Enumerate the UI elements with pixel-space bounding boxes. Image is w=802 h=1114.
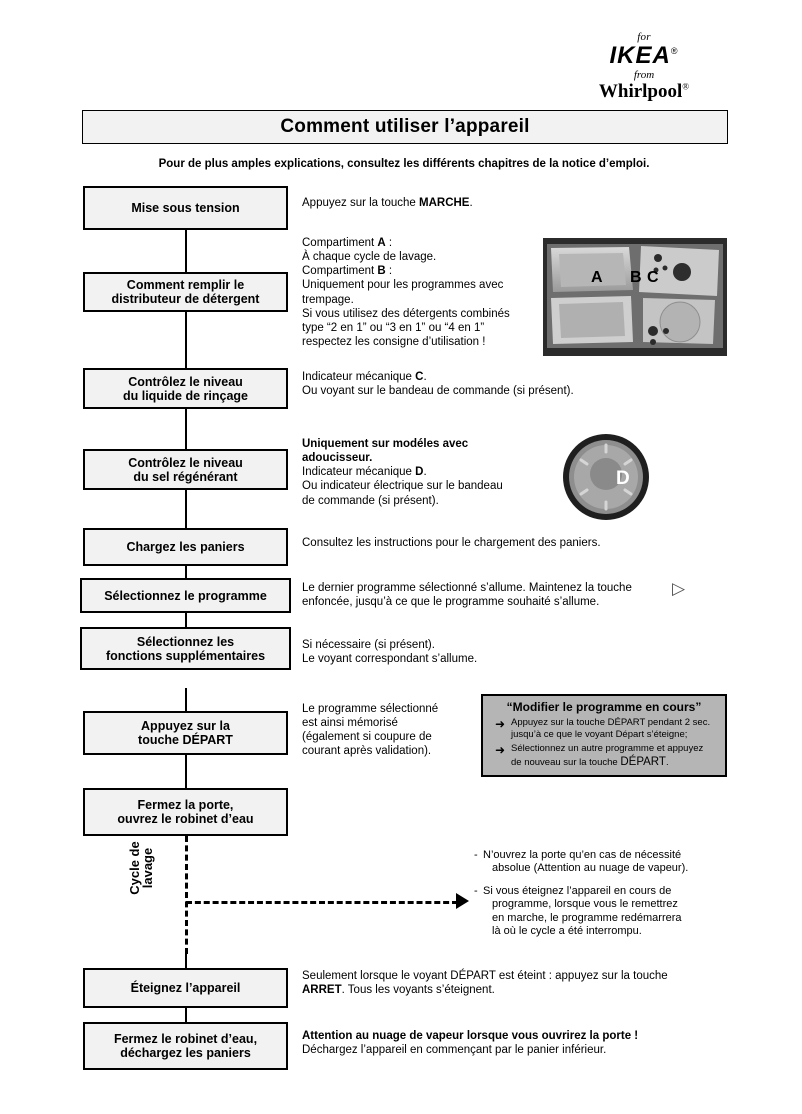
step-label-select-program: Sélectionnez le programme	[104, 588, 267, 603]
step-box-power-on[interactable]	[83, 186, 288, 230]
connector-10	[185, 1008, 187, 1022]
callout-item-1	[489, 717, 719, 740]
step-description-select-options: Si nécessaire (si présent). Le voyant correspondant s’allume.	[302, 639, 478, 666]
arrow-right-icon-1: ➜	[494, 717, 506, 731]
step-description-switch-off: Seulement lorsque le voyant DÉPART est éteint : appuyez sur la touche ARRET. Tous les voyants s’éteignent.	[302, 970, 668, 997]
brand-ikea-registered: ®	[670, 46, 679, 56]
wash-cycle-note-2-text: Si vous éteignez l’appareil en cours de programme, lorsque vous le remettrez en marche, le programme redémarrera là où le cycle a été interrompu.	[483, 884, 682, 938]
wash-cycle-notes	[474, 849, 732, 947]
wash-cycle-arrowhead	[456, 893, 469, 909]
step-label-check-salt	[128, 456, 243, 484]
dispenser-label-b: B	[630, 269, 642, 286]
step-label-check-salt-line2: du sel régénérant	[133, 469, 238, 484]
step-label-close-tap-unload-line1: Fermez le robinet d’eau,	[113, 1032, 258, 1046]
step-label-close-door-line2: ouvrez le robinet d’eau	[117, 812, 254, 826]
brand-for-label: for	[637, 31, 651, 43]
brand-from-label: from	[633, 69, 655, 81]
step-description-fill-detergent: Compartiment A : À chaque cycle de lavage. Compartiment B : Uniquement pour les programmes avec trempage. Si vous utilisez des détergents combinés type “2 en 1” ou “3 en 1” ou “4 en 1” respectez les consigne d’utilisation !	[302, 237, 510, 348]
wash-cycle-note-1-text: N’ouvrez la porte qu’en cas de nécessité absolue (Attention au nuage de vapeur).	[483, 849, 689, 875]
step-label-load-baskets: Chargez les paniers	[126, 540, 245, 554]
connector-2	[185, 310, 187, 368]
wash-cycle-label	[128, 823, 154, 913]
step-label-select-options	[106, 635, 265, 663]
callout-modify-program	[481, 694, 727, 777]
step-label-close-tap-unload	[114, 1032, 257, 1060]
connector-3	[185, 409, 187, 449]
detergent-dispenser-image	[543, 238, 727, 356]
step-label-close-door-line1: Fermez la porte,	[137, 798, 234, 812]
step-label-close-door	[117, 798, 253, 826]
step-description-check-salt: Uniquement sur modéles avec adoucisseur. Indicateur mécanique D. Ou indicateur électrique sur le bandeau de commande (si présent).	[302, 438, 503, 507]
wash-cycle-note-1-dash: -	[474, 849, 478, 861]
callout-item-1-text: Appuyez sur la touche DÉPART pendant 2 sec. jusqu’à ce que le voyant Départ s’éteigne;	[511, 717, 711, 740]
step-label-switch-off: Éteignez l’appareil	[130, 981, 241, 995]
connector-4	[185, 490, 187, 528]
step-box-load-baskets[interactable]	[83, 528, 288, 566]
step-label-fill-detergent	[112, 278, 260, 306]
brand-whirlpool-text: Whirlpool	[598, 81, 683, 102]
step-label-select-options-line1: Sélectionnez les	[136, 634, 235, 649]
step-label-press-start-line2: touche DÉPART	[138, 733, 233, 747]
salt-cap-photo	[559, 432, 654, 522]
step-label-check-salt-line1: Contrôlez le niveau	[128, 455, 243, 470]
step-box-check-salt[interactable]	[83, 449, 288, 490]
step-label-press-start-line1: Appuyez sur la	[141, 719, 230, 733]
brand-whirlpool-registered: ®	[682, 81, 690, 92]
step-description-load-baskets: Consultez les instructions pour le chargement des paniers.	[302, 537, 601, 549]
callout-item-2	[489, 743, 719, 769]
connector-7	[185, 688, 187, 711]
connector-6	[185, 613, 187, 627]
step-label-fill-detergent-line1: Comment remplir le	[126, 278, 245, 292]
step-description-power-on: Appuyez sur la touche MARCHE.	[302, 197, 473, 209]
step-box-fill-detergent[interactable]	[83, 272, 288, 312]
step-label-close-tap-unload-line2: déchargez les paniers	[120, 1046, 251, 1060]
wash-cycle-note-2	[474, 885, 732, 939]
step-description-press-start: Le programme sélectionné est ainsi mémorisé (également si coupure de courant après validation).	[302, 703, 439, 758]
play-triangle-icon: ▷	[672, 579, 686, 598]
step-label-press-start	[138, 719, 233, 747]
connector-9	[185, 953, 187, 968]
detergent-dispenser-photo	[543, 238, 727, 356]
connector-8	[185, 755, 187, 788]
step-label-fill-detergent-line2: distributeur de détergent	[111, 292, 260, 306]
wash-cycle-note-1	[474, 849, 732, 876]
step-description-close-tap-unload: Attention au nuage de vapeur lorsque vous ouvrirez la porte ! Déchargez l’appareil en commençant par le panier inférieur.	[302, 1030, 639, 1057]
step-label-check-rinse-aid-line2: du liquide de rinçage	[122, 388, 249, 403]
salt-cap-image	[559, 432, 654, 522]
connector-5	[185, 566, 187, 578]
callout-title: “Modifier le programme en cours”	[506, 700, 702, 714]
step-box-check-rinse-aid[interactable]	[83, 368, 288, 409]
page-title: Comment utiliser l’appareil	[280, 116, 530, 137]
step-box-switch-off[interactable]	[83, 968, 288, 1008]
step-box-close-door[interactable]	[83, 788, 288, 836]
dispenser-label-c: C	[647, 269, 659, 286]
wash-cycle-dashed-line	[185, 836, 188, 954]
arrow-right-icon-2: ➜	[494, 743, 506, 758]
wash-cycle-note-2-dash: -	[474, 884, 478, 897]
step-box-select-program[interactable]	[80, 578, 291, 613]
salt-cap-label-d: D	[616, 468, 630, 489]
step-label-check-rinse-aid-line1: Contrôlez le niveau	[128, 374, 243, 389]
dispenser-label-a: A	[591, 269, 603, 286]
callout-item-2-text: Sélectionnez un autre programme et appuyez de nouveau sur la touche DÉPART.	[511, 743, 704, 768]
step-description-select-program: Le dernier programme sélectionné s’allume. Maintenez la touche enfoncée, jusqu’à ce que le programme souhaité s’allume.	[302, 582, 632, 609]
step-box-close-tap-unload[interactable]	[83, 1022, 288, 1070]
wash-cycle-label-line2: lavage	[140, 847, 155, 889]
page-subtitle: Pour de plus amples explications, consultez les différents chapitres de la notice d’emploi.	[158, 158, 650, 170]
step-box-select-options[interactable]	[80, 627, 291, 670]
wash-cycle-label-line1: Cycle de	[127, 841, 142, 895]
step-description-check-rinse-aid: Indicateur mécanique C. Ou voyant sur le bandeau de commande (si présent).	[302, 371, 574, 398]
step-box-press-start[interactable]	[83, 711, 288, 755]
wash-cycle-dashed-arrow	[186, 901, 458, 904]
brand-ikea-text: IKEA	[609, 42, 671, 69]
step-label-select-options-line2: fonctions supplémentaires	[105, 648, 266, 663]
step-label-check-rinse-aid	[123, 375, 248, 403]
step-label-power-on: Mise sous tension	[131, 201, 240, 215]
